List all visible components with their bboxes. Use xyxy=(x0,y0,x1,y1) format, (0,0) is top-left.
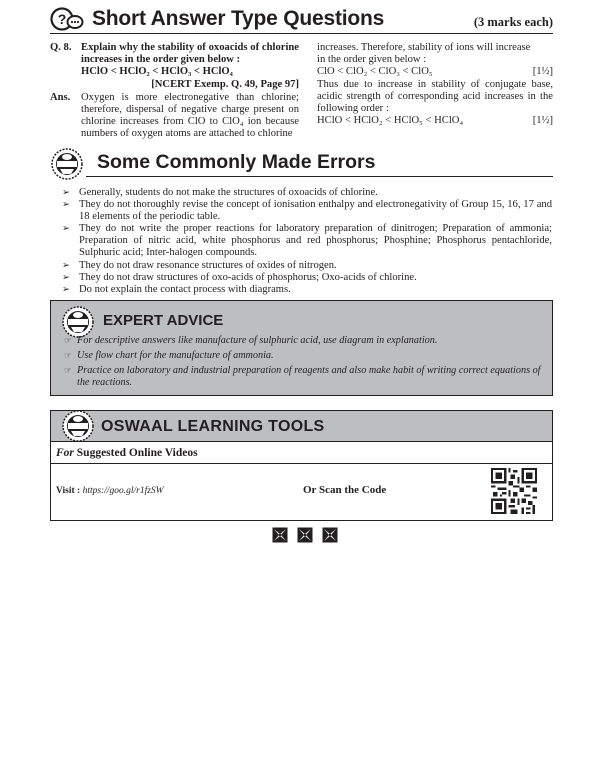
acid-order: HClO < HClO₂ < HClO₅ < HClO₄ xyxy=(317,115,464,127)
question-text: Explain why the stability of oxoacids of chlorine increases in the order given below : xyxy=(81,42,299,66)
section-title: Short Answer Type Questions xyxy=(92,7,385,30)
ion-order-row xyxy=(317,66,553,78)
list-item: ➢ They do not write the proper reactions for laboratory preparation of dinitrogen; Preparation of ammonia; Preparation of nitric acid, white phosphorus and red phosphorus; Phosphine; Phosphorus pentachloride, Sulphuric acid; Inter-halogen compounds. xyxy=(62,223,552,259)
marks-label: (3 marks each) xyxy=(473,15,553,29)
footer-ornaments xyxy=(272,527,338,543)
answer-label: Ans. xyxy=(50,91,71,103)
cross-ornament-icon xyxy=(297,527,313,543)
answer-text: Oxygen is more electronegative than chlorine; therefore, dispersal of negative charge present on chlorine increases from ClO to ClO₄ ion because numbers of oxygen atoms are attached to chlorine xyxy=(81,91,299,140)
qr-code-icon[interactable] xyxy=(491,468,537,514)
box-title: EXPERT ADVICE xyxy=(103,312,224,329)
acid-order-row xyxy=(317,115,553,127)
visit-text: Visit : https://goo.gl/r1fzSW xyxy=(56,486,164,496)
expert-advice-box xyxy=(50,300,553,396)
tools-subtitle: For Suggested Online Videos xyxy=(56,447,198,459)
answer-row xyxy=(50,92,299,141)
mark-label: [1½] xyxy=(532,66,553,78)
arrow-bullet-icon: ➢ xyxy=(62,283,70,295)
list-item: ➢ They do not draw resonance structures of oxides of nitrogen. xyxy=(62,259,337,271)
oswaal-badge-icon xyxy=(61,409,95,443)
divider xyxy=(51,463,552,464)
scan-text: Or Scan the Code xyxy=(303,484,387,496)
cross-ornament-icon xyxy=(272,527,288,543)
advice-list xyxy=(64,335,547,392)
question-right-column xyxy=(317,42,553,127)
pointing-hand-icon: ☞ xyxy=(64,365,72,376)
arrow-bullet-icon: ➢ xyxy=(62,259,70,271)
video-link[interactable]: https://goo.gl/r1fzSW xyxy=(82,486,164,496)
pointing-hand-icon: ☞ xyxy=(64,336,72,346)
list-item: ☞ Use flow chart for the manufacture of ammonia. xyxy=(64,349,274,361)
order-formula: HClO < HClO₂ < HClO₃ < HClO₄ xyxy=(81,66,233,78)
arrow-bullet-icon: ➢ xyxy=(62,199,70,211)
question-left-column xyxy=(50,42,299,141)
list-item: ➢ Do not explain the contact process with diagrams. xyxy=(62,283,291,295)
section-header-short-answer xyxy=(50,6,553,34)
list-item: ➢ Generally, students do not make the structures of oxoacids of chlorine. xyxy=(62,187,378,198)
svg-text:?: ? xyxy=(57,11,67,27)
answer-continuation-2: in the order given below : xyxy=(317,54,427,66)
list-item: ☞ Practice on laboratory and industrial preparation of reagents and also make habit of writing correct equations of the reactions. xyxy=(64,364,541,389)
oswaal-badge-icon xyxy=(50,147,84,181)
arrow-bullet-icon: ➢ xyxy=(62,223,70,235)
question-number: Q. 8. xyxy=(50,42,72,53)
mark-label: [1½] xyxy=(532,115,553,127)
divider xyxy=(86,176,553,177)
arrow-bullet-icon: ➢ xyxy=(62,271,70,283)
question-bubble-icon xyxy=(50,6,84,32)
pointing-hand-icon: ☞ xyxy=(64,350,72,361)
list-item: ➢ They do not thoroughly revise the concept of ionisation enthalpy and electronegativity of Group 15, 16, 17 and 18 elements of the periodic table. xyxy=(62,199,552,223)
question-text-block xyxy=(81,42,299,91)
learning-tools-box xyxy=(50,410,553,521)
ion-order: ClO < ClO₂ < ClO₃ < ClO₅ xyxy=(317,66,433,78)
errors-list xyxy=(62,187,552,296)
question-reference: [NCERT Exemp. Q. 49, Page 97] xyxy=(151,78,299,90)
cross-ornament-icon xyxy=(322,527,338,543)
list-item: ☞ For descriptive answers like manufacture of sulphuric acid, use diagram in explanation. xyxy=(64,335,438,346)
section-title: Some Commonly Made Errors xyxy=(97,151,376,173)
box-title: OSWAAL LEARNING TOOLS xyxy=(101,418,325,435)
question-row xyxy=(50,42,299,91)
oswaal-badge-icon xyxy=(61,305,95,339)
answer-continuation: increases. Therefore, stability of ions will increase xyxy=(317,42,531,53)
list-item: ➢ They do not draw structures of oxo-acids of phosphorus; Oxo-acids of chlorine. xyxy=(62,271,417,283)
answer-conclusion: Thus due to increase in stability of conjugate base, acidic strength of corresponding acid increases in the following order : xyxy=(317,78,553,115)
section-header-errors xyxy=(50,147,553,181)
arrow-bullet-icon: ➢ xyxy=(62,187,70,198)
box-header xyxy=(51,411,552,442)
